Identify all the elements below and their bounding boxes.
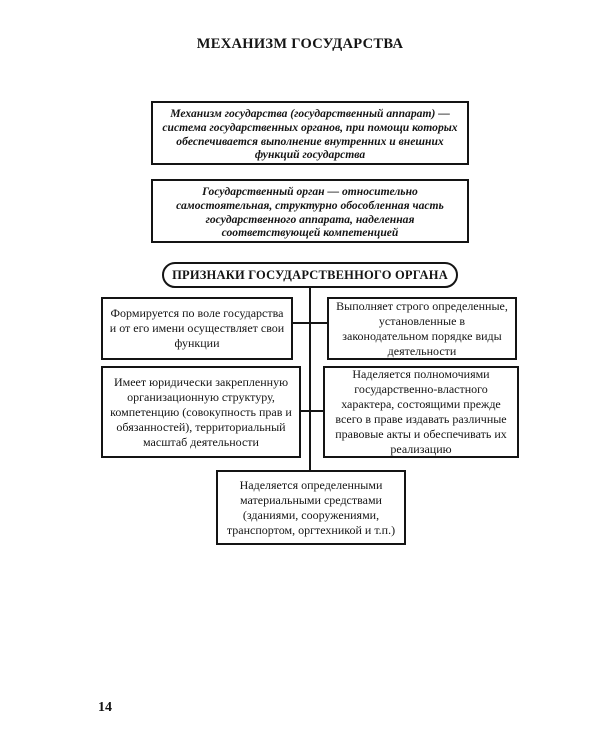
- sign-powers-box: [323, 366, 519, 458]
- definition-organ-term: Государственный орган —: [202, 185, 340, 198]
- sign-structure-text: Имеет юридически закрепленную организационную структуру, компетенцию (совокупность прав и обязанностей), территориальный масштаб деятельности: [110, 374, 292, 449]
- definition-organ-text: относительно самостоятельная, структурно обособленная часть государственного аппарата, наделенная соответствующей компетенцией: [176, 185, 444, 240]
- definition-organ-box: [151, 179, 469, 243]
- sign-formed-box: [101, 297, 293, 360]
- page-title: МЕХАНИЗМ ГОСУДАРСТВА: [196, 36, 404, 52]
- signs-heading: ПРИЗНАКИ ГОСУДАРСТВЕННОГО ОРГАНА: [162, 262, 458, 288]
- sign-formed-text: Формируется по воле государства и от его имени осуществляет свои функции: [109, 306, 285, 350]
- sign-resources-box: [216, 470, 406, 545]
- connector-row1: [292, 322, 328, 324]
- sign-resources-text: Наделяется определенными материальными средствами (зданиями, сооружениями, транспортом, оргтехникой и т.п.): [226, 477, 396, 537]
- definition-mechanism-box: [151, 101, 469, 165]
- sign-activities-box: [327, 297, 517, 360]
- sign-activities-text: Выполняет строго определенные, установленные в законодательном порядке виды деятельности: [336, 298, 508, 358]
- definition-mechanism-term: Механизм государства (государственный аппарат) —: [170, 107, 450, 120]
- page-number: 14: [98, 700, 112, 715]
- sign-structure-box: [101, 366, 301, 458]
- connector-row2: [300, 410, 324, 412]
- connector-vertical-trunk: [309, 288, 311, 472]
- definition-mechanism-text: система государственных органов, при помощи которых обеспечивается выполнение внутренних и внешних функций государства: [162, 120, 458, 162]
- sign-powers-text: Наделяется полномочиями государственно-властного характера, состоящими прежде всего в праве издавать различные правовые акты и обеспечивать их реализацию: [335, 367, 507, 456]
